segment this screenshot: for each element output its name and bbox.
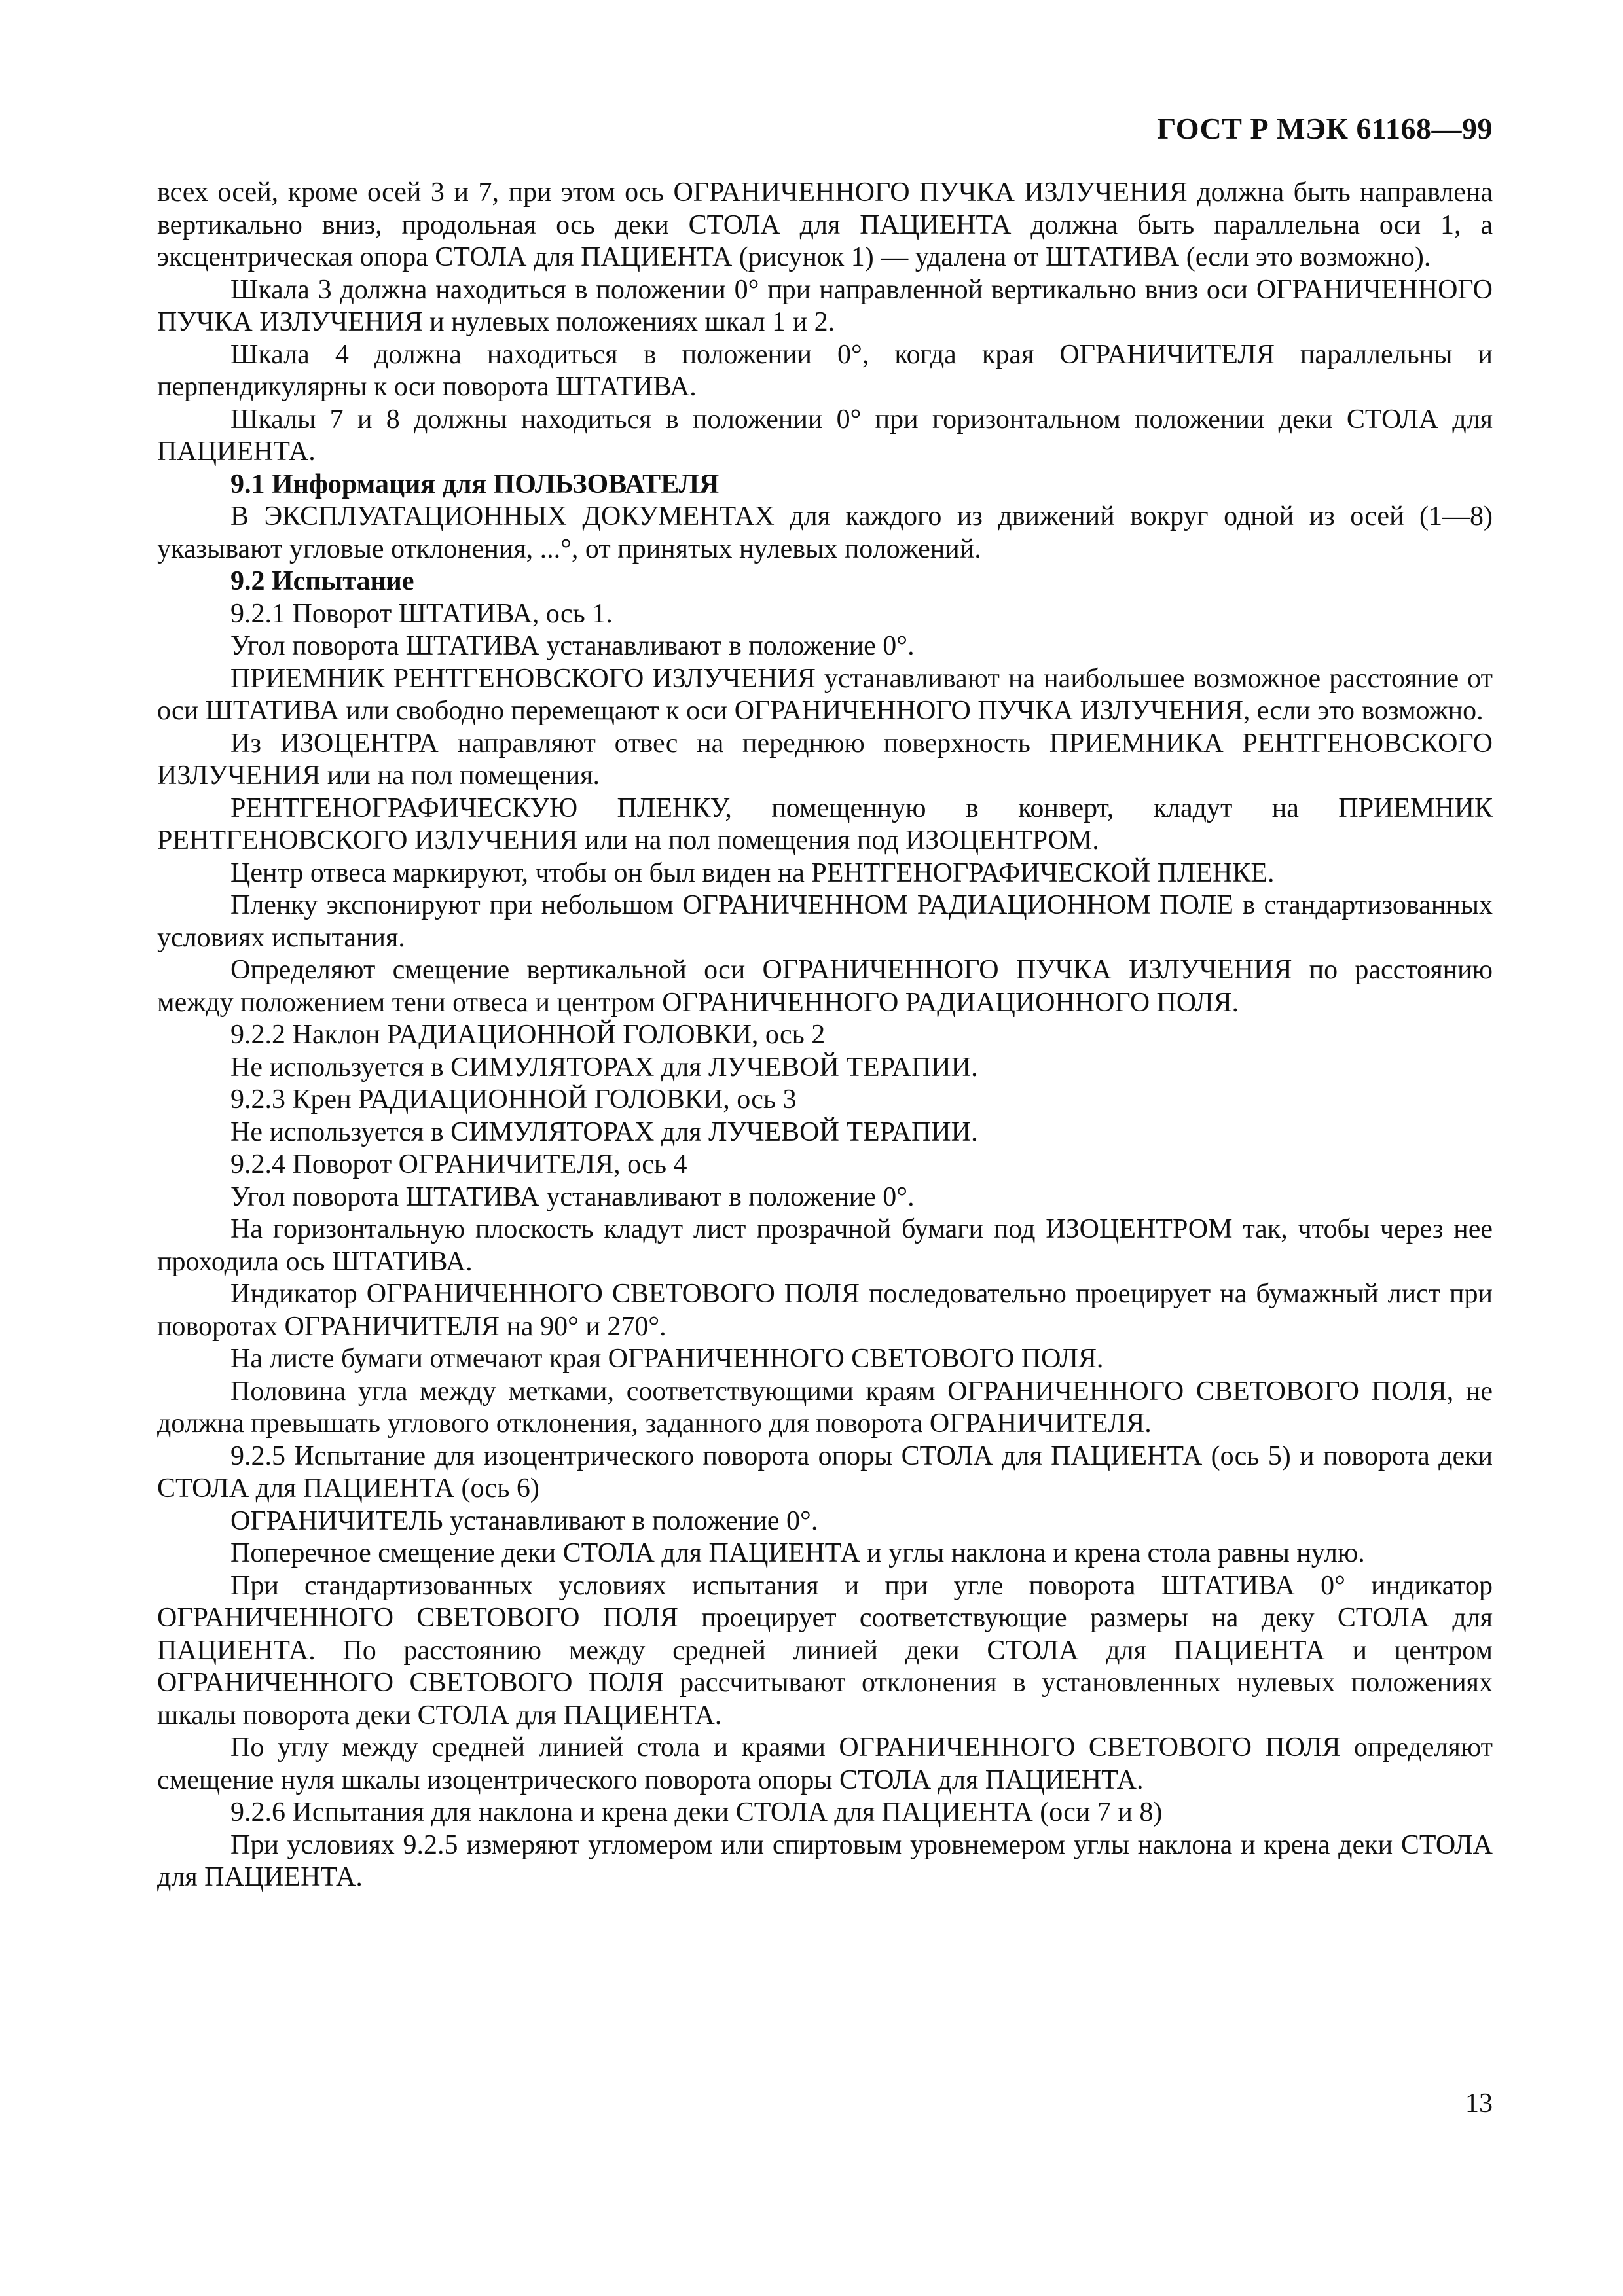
paragraph: РЕНТГЕНОГРАФИЧЕСКУЮ ПЛЕНКУ, помещенную в конверт, кладут на ПРИЕМНИК РЕНТГЕНОВСКОГО ИЗЛУЧЕНИЯ или на пол помещения под ИЗОЦЕНТРОМ. bbox=[157, 793, 1493, 855]
subsection-heading: 9.2.5 Испытание для изоцентрического поворота опоры СТОЛА для ПАЦИЕНТА (ось 5) и поворота деки СТОЛА для ПАЦИЕНТА (ось 6) bbox=[157, 1441, 1493, 1503]
paragraph: При условиях 9.2.5 измеряют угломером или спиртовым уровнемером углы наклона и крена деки СТОЛА для ПАЦИЕНТА. bbox=[157, 1829, 1493, 1892]
paragraph: Угол поворота ШТАТИВА устанавливают в положение 0°. bbox=[230, 631, 915, 661]
paragraph: Половина угла между метками, соответствующими краям ОГРАНИЧЕННОГО СВЕТОВОГО ПОЛЯ, не должна превышать углового отклонения, заданного для поворота ОГРАНИЧИТЕЛЯ. bbox=[157, 1376, 1493, 1439]
paragraph: Из ИЗОЦЕНТРА направляют отвес на переднюю поверхность ПРИЕМНИКА РЕНТГЕНОВСКОГО ИЗЛУЧЕНИЯ или на пол помещения. bbox=[157, 728, 1493, 791]
paragraph: Пленку экспонируют при небольшом ОГРАНИЧЕННОМ РАДИАЦИОННОМ ПОЛЕ в стандартизованных условиях испытания. bbox=[157, 890, 1493, 953]
subsection-heading: 9.2.4 Поворот ОГРАНИЧИТЕЛЯ, ось 4 bbox=[230, 1149, 687, 1179]
paragraph: В ЭКСПЛУАТАЦИОННЫХ ДОКУМЕНТАХ для каждого из движений вокруг одной из осей (1—8) указывают угловые отклонения, ...°, от принятых нулевых положений. bbox=[157, 501, 1493, 564]
paragraph: Центр отвеса маркируют, чтобы он был виден на РЕНТГЕНОГРАФИЧЕСКОЙ ПЛЕНКЕ. bbox=[230, 857, 1275, 888]
paragraph: Шкала 3 должна находиться в положении 0° при направленной вертикально вниз оси ОГРАНИЧЕННОГО ПУЧКА ИЗЛУЧЕНИЯ и нулевых положениях шкал 1 и 2. bbox=[157, 274, 1493, 337]
paragraph: На горизонтальную плоскость кладут лист прозрачной бумаги под ИЗОЦЕНТРОМ так, чтобы через нее проходила ось ШТАТИВА. bbox=[157, 1214, 1493, 1277]
body-text bbox=[157, 177, 1493, 1894]
paragraph: По углу между средней линией стола и краями ОГРАНИЧЕННОГО СВЕТОВОГО ПОЛЯ определяют смещение нуля шкалы изоцентрического поворота опоры СТОЛА для ПАЦИЕНТА. bbox=[157, 1732, 1493, 1795]
paragraph: Не используется в СИМУЛЯТОРАХ для ЛУЧЕВОЙ ТЕРАПИИ. bbox=[230, 1052, 978, 1083]
paragraph: ОГРАНИЧИТЕЛЬ устанавливают в положение 0°. bbox=[230, 1505, 818, 1536]
section-heading: 9.2 Испытание bbox=[230, 566, 414, 596]
paragraph: Не используется в СИМУЛЯТОРАХ для ЛУЧЕВОЙ ТЕРАПИИ. bbox=[230, 1117, 978, 1147]
paragraph: Определяют смещение вертикальной оси ОГРАНИЧЕННОГО ПУЧКА ИЗЛУЧЕНИЯ по расстоянию между положением тени отвеса и центром ОГРАНИЧЕННОГО РАДИАЦИОННОГО ПОЛЯ. bbox=[157, 955, 1493, 1018]
standard-header: ГОСТ Р МЭК 61168—99 bbox=[1157, 112, 1493, 145]
paragraph: На листе бумаги отмечают края ОГРАНИЧЕННОГО СВЕТОВОГО ПОЛЯ. bbox=[230, 1344, 1104, 1374]
paragraph: Шкалы 7 и 8 должны находиться в положении 0° при горизонтальном положении деки СТОЛА для ПАЦИЕНТА. bbox=[157, 404, 1493, 467]
subsection-heading: 9.2.2 Наклон РАДИАЦИОННОЙ ГОЛОВКИ, ось 2 bbox=[230, 1020, 826, 1050]
page-number: 13 bbox=[1465, 2089, 1493, 2119]
section-heading: 9.1 Информация для ПОЛЬЗОВАТЕЛЯ bbox=[230, 469, 720, 499]
paragraph: всех осей, кроме осей 3 и 7, при этом ось ОГРАНИЧЕННОГО ПУЧКА ИЗЛУЧЕНИЯ должна быть направлена вертикально вниз, продольная ось деки СТОЛА для ПАЦИЕНТА должна быть параллельна оси 1, а эксцентрическая опора СТОЛА для ПАЦИЕНТА (рисунок 1) — удалена от ШТАТИВА (если это возможно). bbox=[157, 177, 1493, 272]
subsection-heading: 9.2.6 Испытания для наклона и крена деки СТОЛА для ПАЦИЕНТА (оси 7 и 8) bbox=[230, 1797, 1163, 1827]
paragraph: Поперечное смещение деки СТОЛА для ПАЦИЕНТА и углы наклона и крена стола равны нулю. bbox=[230, 1538, 1365, 1568]
paragraph: Индикатор ОГРАНИЧЕННОГО СВЕТОВОГО ПОЛЯ последовательно проецирует на бумажный лист при поворотах ОГРАНИЧИТЕЛЯ на 90° и 270°. bbox=[157, 1279, 1493, 1342]
subsection-heading: 9.2.3 Крен РАДИАЦИОННОЙ ГОЛОВКИ, ось 3 bbox=[230, 1085, 797, 1115]
paragraph: ПРИЕМНИК РЕНТГЕНОВСКОГО ИЗЛУЧЕНИЯ устанавливают на наибольшее возможное расстояние от оси ШТАТИВА или свободно перемещают к оси ОГРАНИЧЕННОГО ПУЧКА ИЗЛУЧЕНИЯ, если это возможно. bbox=[157, 663, 1493, 726]
paragraph: Угол поворота ШТАТИВА устанавливают в положение 0°. bbox=[230, 1181, 915, 1212]
subsection-heading: 9.2.1 Поворот ШТАТИВА, ось 1. bbox=[230, 598, 613, 629]
paragraph: Шкала 4 должна находиться в положении 0°, когда края ОГРАНИЧИТЕЛЯ параллельны и перпендикулярны к оси поворота ШТАТИВА. bbox=[157, 339, 1493, 402]
paragraph: При стандартизованных условиях испытания и при угле поворота ШТАТИВА 0° индикатор ОГРАНИЧЕННОГО СВЕТОВОГО ПОЛЯ проецирует соответствующие размеры на деку СТОЛА для ПАЦИЕНТА. По расстоянию между средней линией деки СТОЛА для ПАЦИЕНТА и центром ОГРАНИЧЕННОГО СВЕТОВОГО ПОЛЯ рассчитывают отклонения в установленных нулевых положениях шкалы поворота деки СТОЛА для ПАЦИЕНТА. bbox=[157, 1570, 1493, 1731]
